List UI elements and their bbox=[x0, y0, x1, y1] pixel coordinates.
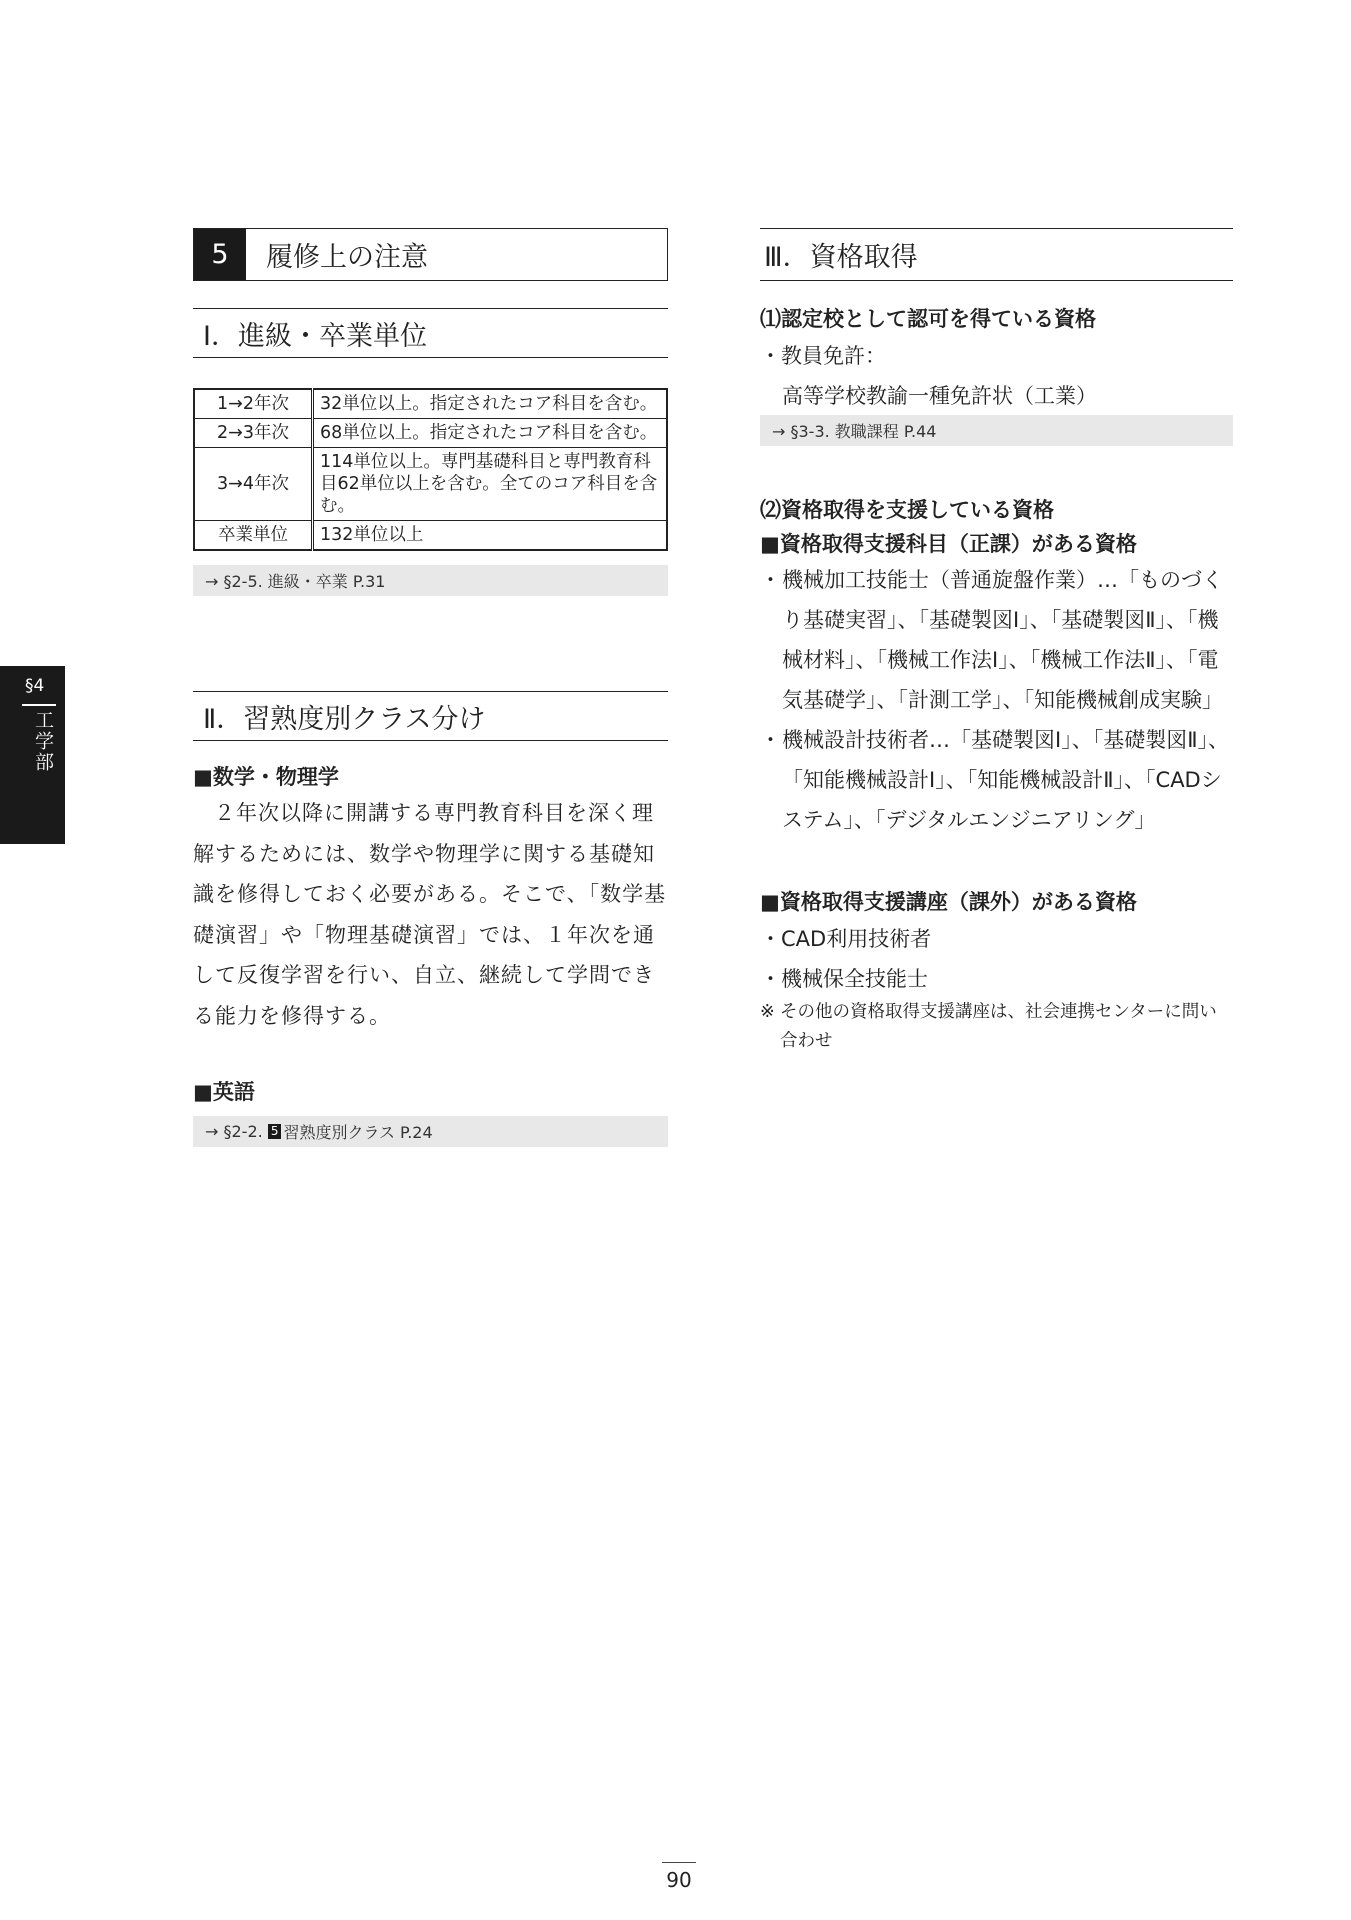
table-cell-value: 32単位以上。指定されたコア科目を含む。 bbox=[313, 389, 668, 419]
section-title: 履修上の注意 bbox=[266, 242, 428, 273]
right-column bbox=[760, 228, 1233, 1056]
table-cell-value: 68単位以上。指定されたコア科目を含む。 bbox=[313, 419, 668, 448]
reference-link-promotion[interactable]: → §2-5. 進級・卒業 P.31 bbox=[193, 565, 668, 596]
table-cell-key: 3→4年次 bbox=[194, 448, 313, 521]
credits-table bbox=[193, 388, 668, 551]
extra-heading: ■資格取得支援講座（課外）がある資格 bbox=[760, 890, 1137, 914]
math-physics-heading: ■数学・物理学 bbox=[193, 765, 339, 789]
math-physics-text: ２年次以降に開講する専門教育科目を深く理解するためには、数学や物理学に関する基礎知識を修得しておく必要がある。そこで、「数学基礎演習」や「物理基礎演習」では、１年次を通して反復学習を行い、自立、継続して学問できる能力を修得する。 bbox=[193, 801, 667, 1028]
left-column bbox=[193, 228, 668, 1147]
table-row bbox=[194, 389, 667, 419]
table-row bbox=[194, 448, 667, 521]
q1-detail: 高等学校教諭一種免許状（工業） bbox=[782, 384, 1097, 408]
list-item: ・機械保全技能士 bbox=[760, 967, 928, 991]
q2-subheading: ■資格取得支援科目（正課）がある資格 bbox=[760, 532, 1137, 556]
qualification-title: Ⅲ．資格取得 bbox=[760, 228, 1233, 281]
table-cell-key: 1→2年次 bbox=[194, 389, 313, 419]
math-physics-body bbox=[193, 793, 668, 1036]
ref-suffix: 習熟度別クラス P.24 bbox=[283, 1123, 433, 1142]
side-tab-divider bbox=[22, 704, 56, 706]
page-number-rule bbox=[662, 1862, 696, 1863]
q2-heading: ⑵資格取得を支援している資格 bbox=[760, 498, 1054, 522]
note-text: その他の資格取得支援講座は、社会連携センターに問い合わせ bbox=[780, 1002, 1217, 1051]
list-item: ・ 機械加工技能士（普通旋盤作業）…「ものづくり基礎実習」、「基礎製図Ⅰ」、「基礎製図Ⅱ」、「機械材料」、「機械工作法Ⅰ」、「機械工作法Ⅱ」、「電気基礎学」、「計測工学」、「知能機械創成実験」 bbox=[760, 560, 1233, 720]
section-header bbox=[193, 228, 668, 281]
section-badge-icon: 5 bbox=[268, 1124, 282, 1139]
section-number: 5 bbox=[194, 229, 246, 280]
list-item: ・CAD利用技術者 bbox=[760, 927, 932, 951]
note bbox=[760, 998, 1233, 1056]
page-number: 90 bbox=[666, 1868, 692, 1892]
note-mark-icon: ※ bbox=[760, 1002, 775, 1022]
table-cell-value: 114単位以上。専門基礎科目と専門教育科目62単位以上を含む。全てのコア科目を含む。 bbox=[313, 448, 668, 521]
table-cell-key: 2→3年次 bbox=[194, 419, 313, 448]
reference-link-teaching[interactable]: → §3-3. 教職課程 P.44 bbox=[760, 415, 1233, 446]
q1-heading: ⑴認定校として認可を得ている資格 bbox=[760, 307, 1096, 331]
reference-link-classes[interactable] bbox=[193, 1116, 668, 1147]
list-item-text: 機械加工技能士（普通旋盤作業）…「ものづくり基礎実習」、「基礎製図Ⅰ」、「基礎製図Ⅱ」、「機械材料」、「機械工作法Ⅰ」、「機械工作法Ⅱ」、「電気基礎学」、「計測工学」、「知能機械創成実験」 bbox=[782, 568, 1223, 712]
side-tab-section: §4 bbox=[25, 676, 45, 696]
subsection-title-classes: Ⅱ．習熟度別クラス分け bbox=[193, 691, 668, 741]
subsection-title-promotion: Ⅰ．進級・卒業単位 bbox=[193, 308, 668, 358]
q2-items bbox=[760, 560, 1233, 840]
list-item: ・ 機械設計技術者…「基礎製図Ⅰ」、「基礎製図Ⅱ」、「知能機械設計Ⅰ」、「知能機械設計Ⅱ」、「CADシステム」、「デジタルエンジニアリング」 bbox=[760, 720, 1233, 840]
english-heading: ■英語 bbox=[193, 1080, 255, 1104]
table-row bbox=[194, 521, 667, 551]
table-row bbox=[194, 419, 667, 448]
table-cell-key: 卒業単位 bbox=[194, 521, 313, 551]
side-tab-label: 工学部 bbox=[32, 710, 54, 773]
table-cell-value: 132単位以上 bbox=[313, 521, 668, 551]
section-side-tab bbox=[0, 666, 65, 844]
list-item-text: 機械設計技術者…「基礎製図Ⅰ」、「基礎製図Ⅱ」、「知能機械設計Ⅰ」、「知能機械設計Ⅱ」、「CADシステム」、「デジタルエンジニアリング」 bbox=[782, 728, 1230, 832]
ref-prefix: → §2-2. bbox=[205, 1122, 263, 1141]
q1-item: ・教員免許： bbox=[760, 344, 886, 368]
